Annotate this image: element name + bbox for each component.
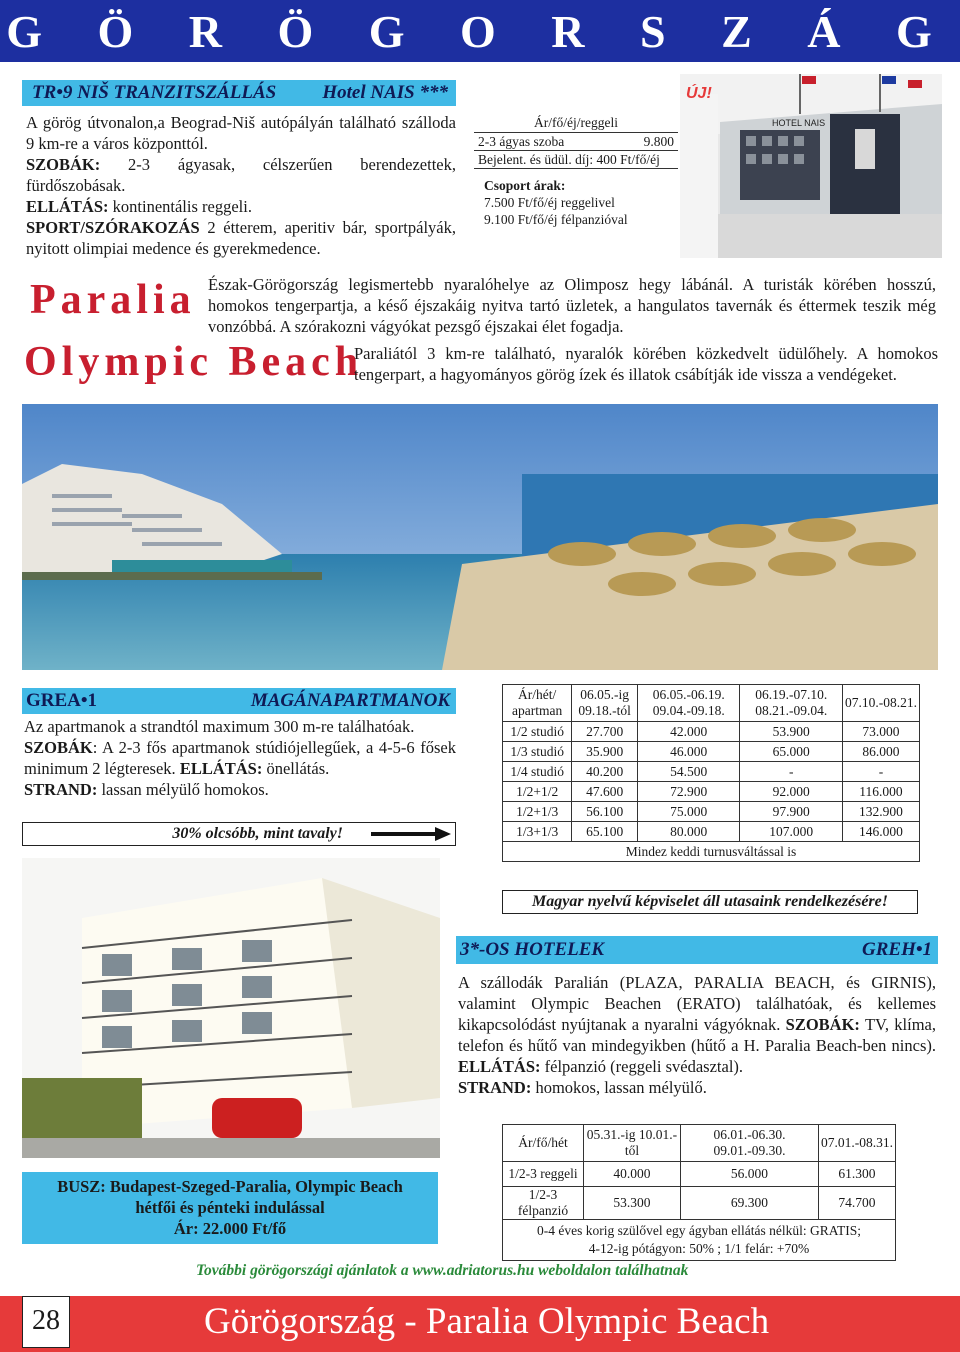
tr9-code: TR•9 NIŠ TRANZITSZÁLLÁS [32, 82, 277, 103]
hungarian-representation-note: Magyar nyelvű képviselet áll utasaink rendelkezésére! [502, 890, 918, 914]
beach-illustration [22, 404, 938, 670]
hotels3-beach-text: homokos, lassan mélyülő. [531, 1078, 707, 1097]
grea-section-bar [22, 688, 456, 714]
tr9-meal-text: kontinentális reggeli. [108, 197, 252, 216]
table-row [503, 762, 920, 782]
table-header-cell: Ár/hét/ apartman [503, 685, 572, 722]
bus-price: Ár: 22.000 Ft/fő [173, 1219, 287, 1238]
table-cell: 40.200 [572, 762, 638, 782]
table-row [503, 822, 920, 842]
table-cell: 1/3 studió [503, 742, 572, 762]
grea-rooms-text: : A 2-3 fős apartmanok stúdiójellegűek, a 4-5-6 fősek minimum 2 légteresek. [24, 738, 456, 778]
paralia-description: Észak-Görögország legismertebb nyaralóhelye az Olimposz hegy lábánál. A turisták körében hosszú, homokos tengerpartja, a késő éjszakáig nyitva tartó üzletek, a hangulatos tavernák és éttermek teszik még vonzóbbá. A szórakozni vágyókat pezsgő éjszakai élet fogadja. [208, 275, 936, 336]
table-footnote: Mindez keddi turnusváltással is [503, 842, 920, 862]
grea-beach-text: lassan mélyülő homokos. [97, 780, 269, 799]
new-badge: ÚJ! [686, 85, 712, 102]
hotels3-rooms-text: TV, klíma, telefon és hűtő van mindegyikben (hűtő a H. Paralia Beach-ben nincs). [458, 1015, 936, 1055]
olympic-beach-description: Paraliától 3 km-re található, nyaralók körében közkedvelt üdülőhely. A homokos tengerpart, a hagyományos görög ízek és illatok csábítják ide vissza a vendégeket. [354, 344, 938, 384]
table-cell: 65.000 [740, 742, 842, 762]
table-cell: 1/2+1/3 [503, 802, 572, 822]
grea-type: MAGÁNAPARTMANOK [250, 690, 450, 711]
tr9-group-title: Csoport árak: [484, 178, 566, 193]
tr9-sport-label: SPORT/SZÓRAKOZÁS [26, 218, 200, 237]
table-footnote [503, 1220, 896, 1261]
grea-meal-label: ELLÁTÁS: [179, 759, 263, 778]
grea-rooms-label: SZOBÁK [24, 738, 93, 757]
table-cell: 27.700 [572, 722, 638, 742]
table-cell: 146.000 [842, 822, 919, 842]
table-cell: 40.000 [584, 1162, 681, 1187]
table-cell: 86.000 [842, 742, 919, 762]
tr9-price-room: 2-3 ágyas szoba [478, 134, 565, 149]
table-cell: 1/2-3 reggeli [503, 1162, 584, 1187]
bus-info-box [22, 1172, 438, 1244]
table-cell: 61.300 [818, 1162, 895, 1187]
discount-text: 30% olcsóbb, mint tavaly! [172, 825, 343, 842]
arrow-right-icon [371, 826, 451, 842]
table-cell: 132.900 [842, 802, 919, 822]
table-cell: 1/2 studió [503, 722, 572, 742]
table-row [503, 1187, 896, 1220]
table-cell: 72.900 [638, 782, 740, 802]
website-note: További görögországi ajánlatok a www.adriatorus.hu weboldalon találhatnak [196, 1262, 689, 1279]
table-header-cell: 06.05.-ig 09.18.-tól [572, 685, 638, 722]
table-cell: - [740, 762, 842, 782]
table-row [503, 1162, 896, 1187]
tr9-rooms-label: SZOBÁK: [26, 155, 101, 174]
tr9-group-prices [474, 177, 678, 228]
table-cell: 80.000 [638, 822, 740, 842]
hotels3-meal-label: ELLÁTÁS: [458, 1057, 541, 1076]
hotels3-title: 3*-OS HOTELEK [460, 939, 605, 960]
table-header-cell: 05.31.-ig 10.01.-től [584, 1125, 681, 1162]
tr9-group-price-1: 7.500 Ft/fő/éj reggelivel [484, 195, 615, 210]
tr9-description [26, 112, 456, 259]
hotels3-meal-text: félpanzió (reggeli svédasztal). [540, 1057, 744, 1076]
hotel-nais-illustration [680, 74, 942, 258]
table-header-row [503, 1125, 896, 1162]
hotels3-intro: A szállodák Paralián (PLAZA, PARALIA BEACH, és GIRNIS), valamint Olympic Beachen (ERATO) találhatóak, és kellemes kikapcsolódást nyújtanak a nyaralni vágyóknak. [458, 973, 936, 1034]
table-cell: 74.700 [818, 1187, 895, 1220]
tr9-price-header: Ár/fő/éj/reggeli [474, 114, 678, 133]
table-cell: 1/3+1/3 [503, 822, 572, 842]
table-header-cell: 06.01.-06.30. 09.01.-09.30. [680, 1125, 818, 1162]
hotels3-price-table [502, 1124, 896, 1261]
grea-beach-label: STRAND: [24, 780, 98, 799]
tr9-hotel-name: Hotel NAIS *** [322, 82, 448, 103]
table-cell: 42.000 [638, 722, 740, 742]
page-number: 28 [22, 1296, 70, 1348]
tr9-rooms-text: 2-3 ágyasak, célszerűen berendezettek, fürdőszobásak. [26, 155, 456, 195]
footnote-line-1: 0-4 éves korig szülővel egy ágyban ellátás nélkül: GRATIS; [537, 1223, 861, 1238]
table-header-cell: Ár/fő/hét [503, 1125, 584, 1162]
apartment-price-table [502, 684, 920, 862]
hotel-nais-photo [680, 74, 942, 258]
table-cell: 47.600 [572, 782, 638, 802]
table-row [503, 742, 920, 762]
table-cell: 75.000 [638, 802, 740, 822]
table-cell: 73.000 [842, 722, 919, 742]
hotels3-description [458, 972, 936, 1098]
tr9-section-bar [22, 80, 456, 106]
apartment-building-photo [22, 858, 440, 1158]
table-cell: 56.100 [572, 802, 638, 822]
bus-route: BUSZ: Budapest-Szeged-Paralia, Olympic Beach [57, 1177, 403, 1196]
table-cell: 92.000 [740, 782, 842, 802]
olympic-beach-heading: Olympic Beach [24, 339, 364, 385]
grea-meal-text: önellátás. [262, 759, 330, 778]
building-illustration [22, 858, 440, 1158]
table-cell: 1/2-3 félpanzió [503, 1187, 584, 1220]
tr9-group-price-2: 9.100 Ft/fő/éj félpanzióval [484, 212, 628, 227]
table-cell: 97.900 [740, 802, 842, 822]
table-cell: 116.000 [842, 782, 919, 802]
hotels3-code: GREH•1 [862, 939, 932, 960]
tr9-intro: A görög útvonalon,a Beograd-Niš autópályán található szálloda 9 km-re a város központtól. [26, 113, 456, 153]
table-cell: 1/2+1/2 [503, 782, 572, 802]
grea-description [24, 716, 456, 800]
bus-departures: hétfői és pénteki indulással [135, 1198, 325, 1217]
hotels3-beach-label: STRAND: [458, 1078, 532, 1097]
tr9-meal-label: ELLÁTÁS: [26, 197, 109, 216]
table-cell: 46.000 [638, 742, 740, 762]
table-cell: 1/4 studió [503, 762, 572, 782]
table-footnote-row [503, 842, 920, 862]
page-title: G Ö R Ö G O R S Z Á G [6, 6, 954, 57]
table-cell: 35.900 [572, 742, 638, 762]
table-header-cell: 06.05.-06.19. 09.04.-09.18. [638, 685, 740, 722]
table-footnote-row [503, 1220, 896, 1261]
table-header-cell: 07.01.-08.31. [818, 1125, 895, 1162]
table-header-row [503, 685, 920, 722]
table-cell: 54.500 [638, 762, 740, 782]
footer-title: Görögország - Paralia Olympic Beach [204, 1301, 770, 1342]
tr9-price-value: 9.800 [643, 134, 674, 149]
paralia-heading: Paralia [30, 277, 196, 323]
beach-photo [22, 404, 938, 670]
table-header-cell: 06.19.-07.10. 08.21.-09.04. [740, 685, 842, 722]
hotels3-section-bar [456, 936, 938, 964]
hotel-sign-text: HOTEL NAIS [772, 118, 826, 128]
table-cell: 53.900 [740, 722, 842, 742]
table-cell: 69.300 [680, 1187, 818, 1220]
table-header-cell: 07.10.-08.21. [842, 685, 919, 722]
tr9-price-row [474, 133, 678, 151]
grea-code: GREA•1 [26, 690, 98, 711]
grea-intro: Az apartmanok a strandtól maximum 300 m-re találhatóak. [24, 717, 415, 736]
discount-note [22, 822, 456, 846]
table-cell: 65.100 [572, 822, 638, 842]
tr9-registration-fee: Bejelent. és üdül. díj: 400 Ft/fő/éj [474, 151, 678, 169]
table-cell: - [842, 762, 919, 782]
table-cell: 56.000 [680, 1162, 818, 1187]
table-row [503, 722, 920, 742]
tr9-sport-text: 2 étterem, aperitiv bár, sportpályák, nyitott olimpiai medence és gyerekmedence. [26, 218, 456, 258]
table-row [503, 802, 920, 822]
tr9-price-box [474, 114, 678, 228]
table-row [503, 782, 920, 802]
table-cell: 107.000 [740, 822, 842, 842]
hotels3-rooms-label: SZOBÁK: [785, 1015, 860, 1034]
footnote-line-2: 4-12-ig pótágyon: 50% ; 1/1 felár: +70% [588, 1241, 810, 1256]
table-cell: 53.300 [584, 1187, 681, 1220]
